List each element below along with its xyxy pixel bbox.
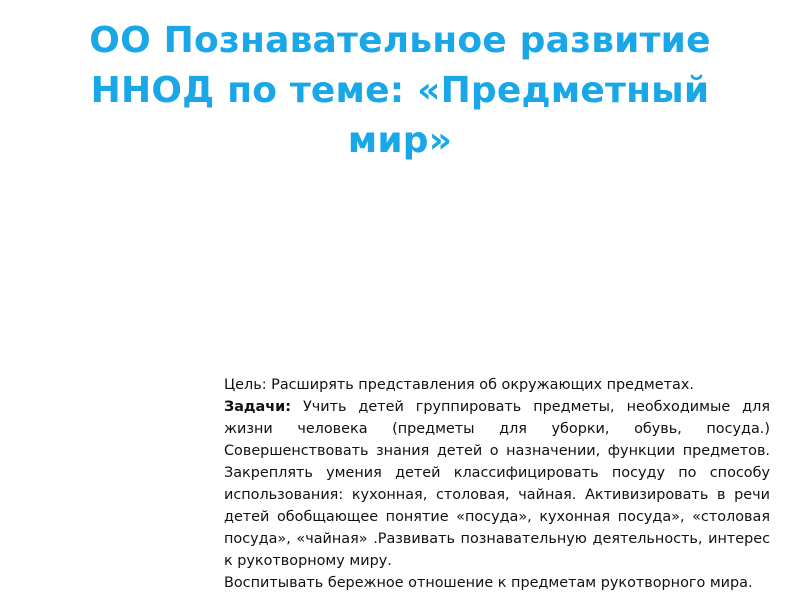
title-line: ННОД по теме: «Предметный bbox=[90, 70, 710, 111]
slide-body-text bbox=[224, 374, 770, 594]
goal-text: Расширять представления об окружающих предметах. bbox=[271, 377, 694, 393]
tasks-paragraph bbox=[224, 396, 770, 572]
goal-paragraph bbox=[224, 374, 770, 396]
title-line: ОО Познавательное развитие bbox=[89, 20, 711, 61]
tasks-text: Учить детей группировать предметы, необходимые для жизни человека (предметы для уборки, обувь, посуда.) Совершенствовать знания детей о назначении, функции предметов. Закреплять умения детей классифицировать посуду по способу использования: кухонная, столовая, чайная. Активизировать в речи детей обобщающее понятие «посуда», кухонная посуда», «столовая посуда», «чайная» .Развивать познавательную деятельность, интерес к рукотворному миру. bbox=[224, 399, 770, 569]
slide-title bbox=[40, 16, 760, 166]
goal-label: Цель: bbox=[224, 377, 267, 393]
tasks-label: Задачи: bbox=[224, 399, 291, 415]
title-line: мир» bbox=[347, 120, 453, 161]
education-paragraph: Воспитывать бережное отношение к предметам рукотворного мира. bbox=[224, 575, 753, 591]
